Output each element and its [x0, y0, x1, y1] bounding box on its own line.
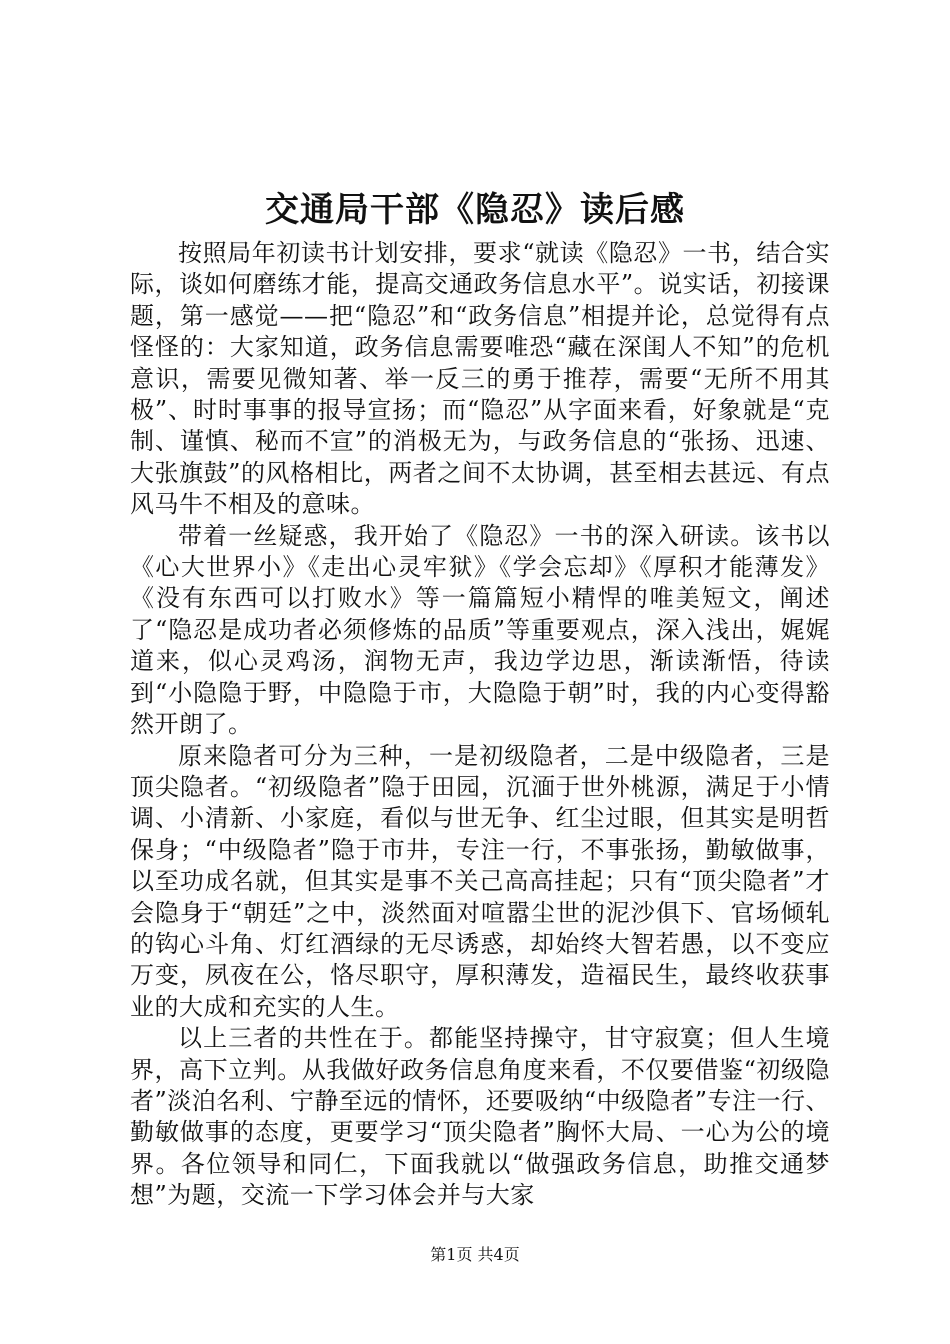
document-body [130, 238, 830, 1212]
paragraph-2: 带着一丝疑惑，我开始了《隐忍》一书的深入研读。该书以《心大世界小》《走出心灵牢狱》《学会忘却》《厚积才能薄发》《没有东西可以打败水》等一篇篇短小精悍的唯美短文，阐述了“隐忍是成功者必须修炼的品质”等重要观点，深入浅出，娓娓道来，似心灵鸡汤，润物无声，我边学边思，渐读渐悟，待读到“小隐隐于野，中隐隐于市，大隐隐于朝”时，我的内心变得豁然开朗了。 [130, 521, 830, 739]
paragraph-4: 以上三者的共性在于。都能坚持操守，甘守寂寞；但人生境界，高下立判。从我做好政务信息角度来看，不仅要借鉴“初级隐者”淡泊名利、宁静至远的情怀，还要吸纳“中级隐者”专注一行、勤敏做事的态度，更要学习“顶尖隐者”胸怀大局、一心为公的境界。各位领导和同仁，下面我就以“做强政务信息，助推交通梦想”为题，交流一下学习体会并与大家 [130, 1024, 830, 1210]
paragraph-3: 原来隐者可分为三种，一是初级隐者，二是中级隐者，三是顶尖隐者。“初级隐者”隐于田园，沉湎于世外桃源，满足于小情调、小清新、小家庭，看似与世无争、红尘过眼，但其实是明哲保身；“中级隐者”隐于市井，专注一行，不事张扬，勤敏做事，以至功成名就，但其实是事不关己高高挂起；只有“顶尖隐者”才会隐身于“朝廷”之中，淡然面对喧嚣尘世的泥沙俱下、官场倾轧的钩心斗角、灯红酒绿的无尽诱惑，却始终大智若愚，以不变应万变，夙夜在公，恪尽职守，厚积薄发，造福民生，最终收获事业的大成和充实的人生。 [130, 741, 830, 1021]
document-title: 交通局干部《隐忍》读后感 [265, 190, 685, 230]
page-number-footer: 第1页 共4页 [430, 1245, 520, 1264]
paragraph-1: 按照局年初读书计划安排，要求“就读《隐忍》一书，结合实际，谈如何磨练才能，提高交通政务信息水平”。说实话，初接课题，第一感觉——把“隐忍”和“政务信息”相提并论，总觉得有点怪怪的：大家知道，政务信息需要唯恐“藏在深闺人不知”的危机意识，需要见微知著、举一反三的勇于推荐，需要“无所不用其极”、时时事事的报导宣扬；而“隐忍”从字面来看，好象就是“克制、谨慎、秘而不宣”的消极无为，与政务信息的“张扬、迅速、大张旗鼓”的风格相比，两者之间不太协调，甚至相去甚远、有点风马牛不相及的意味。 [130, 239, 830, 519]
